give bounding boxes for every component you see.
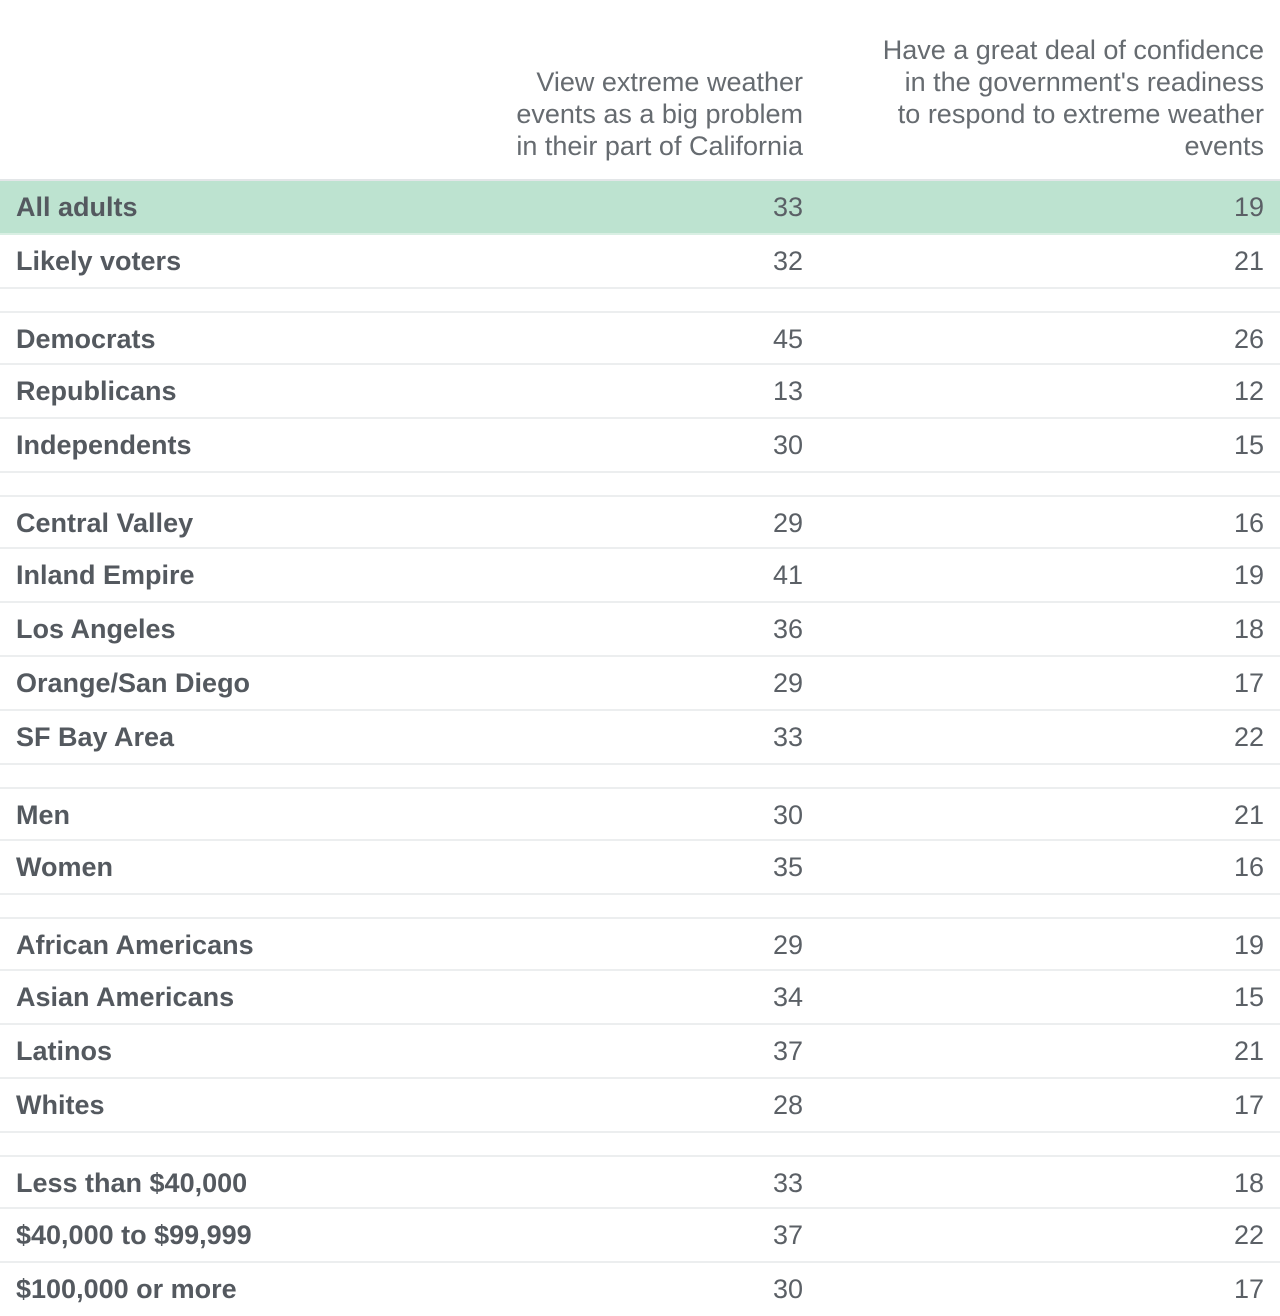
value-confidence: 26: [1233, 324, 1264, 354]
value-big-problem: 30: [772, 1274, 803, 1304]
table-row: [0, 787, 1280, 841]
value-big-problem: 37: [772, 1220, 803, 1250]
table-row: [0, 971, 1280, 1025]
row-label: Less than $40,000: [16, 1168, 248, 1198]
row-label: Likely voters: [16, 246, 182, 276]
row-label: Whites: [16, 1090, 105, 1120]
value-big-problem: 32: [772, 246, 803, 276]
table-row: [0, 603, 1280, 657]
value-confidence: 21: [1233, 800, 1264, 830]
table-row: [0, 1155, 1280, 1209]
value-confidence: 18: [1233, 614, 1264, 644]
row-label: Men: [16, 800, 70, 830]
row-label: Los Angeles: [16, 614, 176, 644]
table-row: [0, 419, 1280, 473]
value-confidence: 17: [1233, 668, 1264, 698]
table-row: [0, 495, 1280, 549]
value-confidence: 18: [1233, 1168, 1264, 1198]
value-confidence: 15: [1233, 430, 1264, 460]
table-row: [0, 1079, 1280, 1133]
value-big-problem: 41: [772, 560, 803, 590]
column-header-big-problem: View extreme weather events as a big problem in their part of California: [516, 67, 803, 161]
value-confidence: 12: [1233, 376, 1264, 406]
table-row: [0, 1209, 1280, 1263]
row-label: All adults: [16, 192, 138, 222]
table-row: [0, 365, 1280, 419]
value-confidence: 21: [1233, 1036, 1264, 1066]
table-row: [0, 1025, 1280, 1079]
value-big-problem: 33: [772, 722, 803, 752]
row-label: African Americans: [16, 930, 254, 960]
value-big-problem: 29: [772, 930, 803, 960]
row-label: $100,000 or more: [16, 1274, 237, 1304]
value-confidence: 17: [1233, 1274, 1264, 1304]
row-label: Asian Americans: [16, 982, 235, 1012]
table-row: [0, 841, 1280, 895]
row-label: Independents: [16, 430, 192, 460]
value-big-problem: 28: [772, 1090, 803, 1120]
value-confidence: 16: [1233, 508, 1264, 538]
table-row: [0, 181, 1280, 235]
row-label: SF Bay Area: [16, 722, 175, 752]
table-row: [0, 1263, 1280, 1316]
value-big-problem: 35: [772, 852, 803, 882]
value-confidence: 19: [1233, 930, 1264, 960]
value-confidence: 17: [1233, 1090, 1264, 1120]
value-big-problem: 30: [772, 430, 803, 460]
row-label: Orange/San Diego: [16, 668, 251, 698]
table-body: [0, 181, 1280, 1316]
value-big-problem: 34: [772, 982, 803, 1012]
value-big-problem: 36: [772, 614, 803, 644]
value-confidence: 19: [1233, 560, 1264, 590]
table-row: [0, 657, 1280, 711]
table-row: [0, 235, 1280, 289]
value-confidence: 22: [1233, 1220, 1264, 1250]
value-big-problem: 29: [772, 668, 803, 698]
table-header: [0, 0, 1280, 181]
row-label: Democrats: [16, 324, 156, 354]
value-confidence: 19: [1233, 192, 1264, 222]
value-confidence: 21: [1233, 246, 1264, 276]
value-confidence: 16: [1233, 852, 1264, 882]
value-big-problem: 45: [772, 324, 803, 354]
value-big-problem: 13: [772, 376, 803, 406]
value-confidence: 15: [1233, 982, 1264, 1012]
value-big-problem: 33: [772, 192, 803, 222]
table-row: [0, 311, 1280, 365]
table-row: [0, 917, 1280, 971]
row-label: Republicans: [16, 376, 177, 406]
value-big-problem: 33: [772, 1168, 803, 1198]
value-confidence: 22: [1233, 722, 1264, 752]
row-label: Women: [16, 852, 114, 882]
value-big-problem: 30: [772, 800, 803, 830]
column-header-confidence: Have a great deal of confidence in the government's readiness to respond to extreme weather events: [882, 35, 1264, 161]
table-row: [0, 711, 1280, 765]
row-label: $40,000 to $99,999: [16, 1220, 252, 1250]
value-big-problem: 29: [772, 508, 803, 538]
row-label: Inland Empire: [16, 560, 195, 590]
row-label: Latinos: [16, 1036, 113, 1066]
row-label: Central Valley: [16, 508, 194, 538]
value-big-problem: 37: [772, 1036, 803, 1066]
table-row: [0, 549, 1280, 603]
